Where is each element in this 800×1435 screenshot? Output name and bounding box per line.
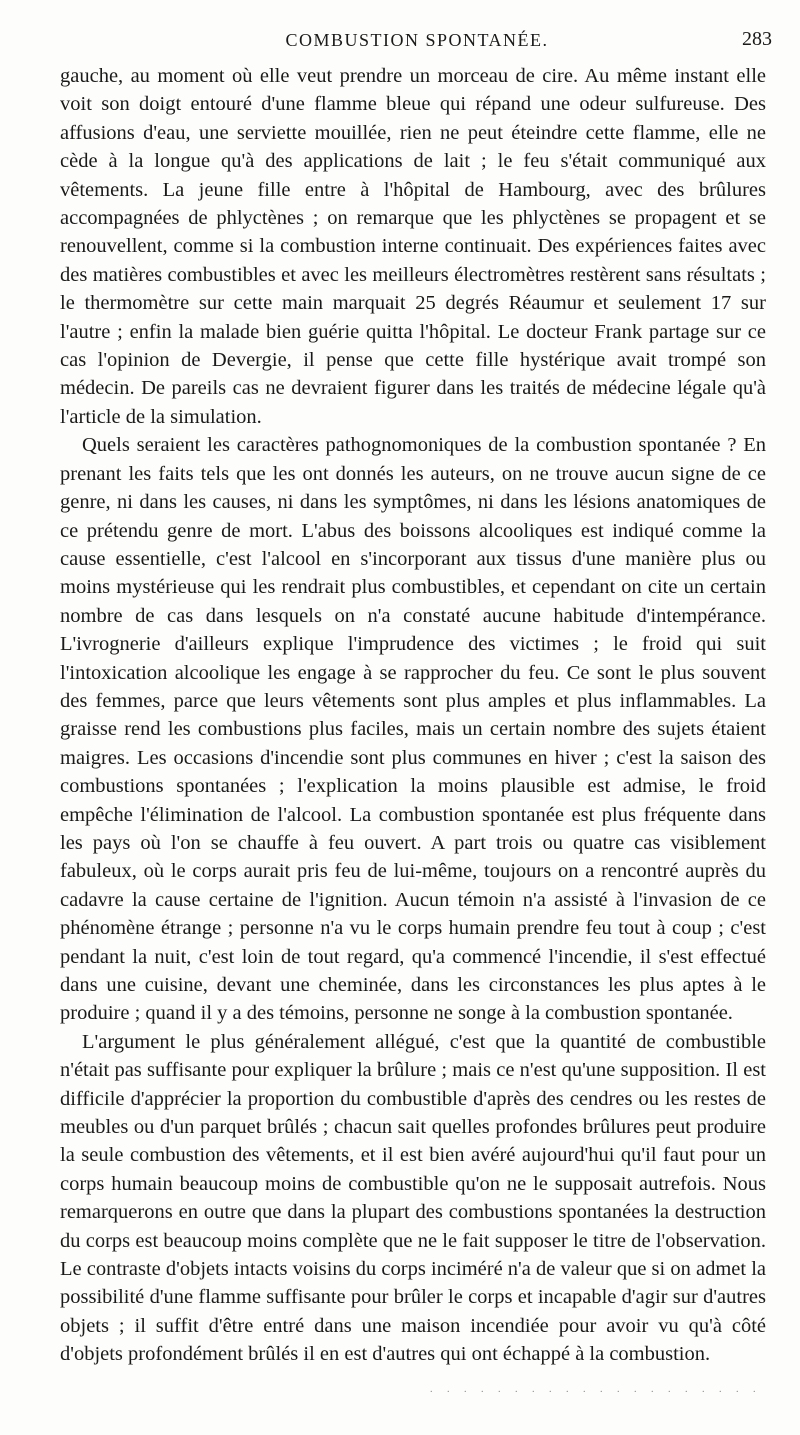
main-text [60, 62, 766, 1369]
page-number: 283 [742, 28, 772, 50]
scan-noise-marks: . . . . . . . . . . . . . . . . . . . . [430, 1384, 762, 1395]
paragraph-2: Quels seraient les caractères pathognomoniques de la combustion spontanée ? En prenant les faits tels que les ont donnés les auteurs, on ne trouve aucun signe de ce genre, ni dans les causes, ni dans les symptômes, ni dans les lésions anatomiques de ce prétendu genre de mort. L'abus des boissons alcooliques est indiqué comme la cause essentielle, c'est l'alcool en s'incorporant aux tissus d'une manière plus ou moins mystérieuse qui les rendrait plus combustibles, et cependant on cite un certain nombre de cas dans lesquels on n'a constaté aucune habitude d'intempérance. L'ivrognerie d'ailleurs explique l'imprudence des victimes ; le froid qui suit l'intoxication alcoolique les engage à se rapprocher du feu. Ce sont le plus souvent des femmes, parce que leurs vêtements sont plus amples et plus inflammables. La graisse rend les combustions plus faciles, mais un certain nombre des sujets étaient maigres. Les occasions d'incendie sont plus communes en hiver ; c'est la saison des combustions spontanées ; l'explication la moins plausible est admise, le froid empêche l'élimination de l'alcool. La combustion spontanée est plus fréquente dans les pays où l'on se chauffe à feu ouvert. A part trois ou quatre cas visiblement fabuleux, où le corps aurait pris feu de lui-même, toujours on a rencontré auprès du cadavre la cause certaine de l'ignition. Aucun témoin n'a assisté à l'invasion de ce phénomène étrange ; personne n'a vu le corps humain prendre feu tout à coup ; c'est pendant la nuit, c'est loin de tout regard, qu'a commencé l'incendie, il s'est effectué dans une cuisine, devant une cheminée, dans les circonstances les plus aptes à le produire ; quand il y a des témoins, personne ne songe à la combustion spontanée. [60, 434, 766, 1025]
running-title: COMBUSTION SPONTANÉE. [285, 30, 549, 50]
paragraph-1: gauche, au moment où elle veut prendre un morceau de cire. Au même instant elle voit son doigt entouré d'une flamme bleue qui répand une odeur sulfureuse. Des affusions d'eau, une serviette mouillée, rien ne peut éteindre cette flamme, elle ne cède à la longue qu'à des applications de lait ; le feu s'était communiqué aux vêtements. La jeune fille entre à l'hôpital de Hambourg, avec des brûlures accompagnées de phlyctènes ; on remarque que les phlyctènes se propagent et se renouvellent, comme si la combustion interne continuait. Des expériences faites avec des matières combustibles et avec les meilleurs électromètres restèrent sans résultats ; le thermomètre sur cette main marquait 25 degrés Réaumur et seulement 17 sur l'autre ; enfin la malade bien guérie quitta l'hôpital. Le docteur Frank partage sur ce cas l'opinion de Devergie, il pense que cette fille hystérique avait trompé son médecin. De pareils cas ne devraient figurer dans les traités de médecine légale qu'à l'article de la simulation. [60, 65, 766, 428]
running-head [62, 30, 772, 58]
paragraph-3: L'argument le plus généralement allégué, c'est que la quantité de combustible n'était pas suffisante pour expliquer la brûlure ; mais ce n'est qu'une supposition. Il est difficile d'apprécier la proportion du combustible d'après des cendres ou les restes de meubles ou d'un parquet brûlés ; chacun sait quelles profondes brûlures peut produire la seule combustion des vêtements, et il est bien avéré aujourd'hui qu'il faut pour un corps humain beaucoup moins de combustible qu'on ne le supposait autrefois. Nous remarquerons en outre que dans la plupart des combustions spontanées la destruction du corps est beaucoup moins complète que ne le fait supposer le titre de l'observation. Le contraste d'objets intacts voisins du corps inciméré n'a de valeur que si on admet la possibilité d'une flamme suffisante pour brûler le corps et incapable d'agir sur d'autres objets ; il suffit d'être entré dans une maison incendiée pour avoir vu qu'à côté d'objets profondément brûlés il en est d'autres qui ont échappé à la combustion. [60, 1030, 766, 1366]
